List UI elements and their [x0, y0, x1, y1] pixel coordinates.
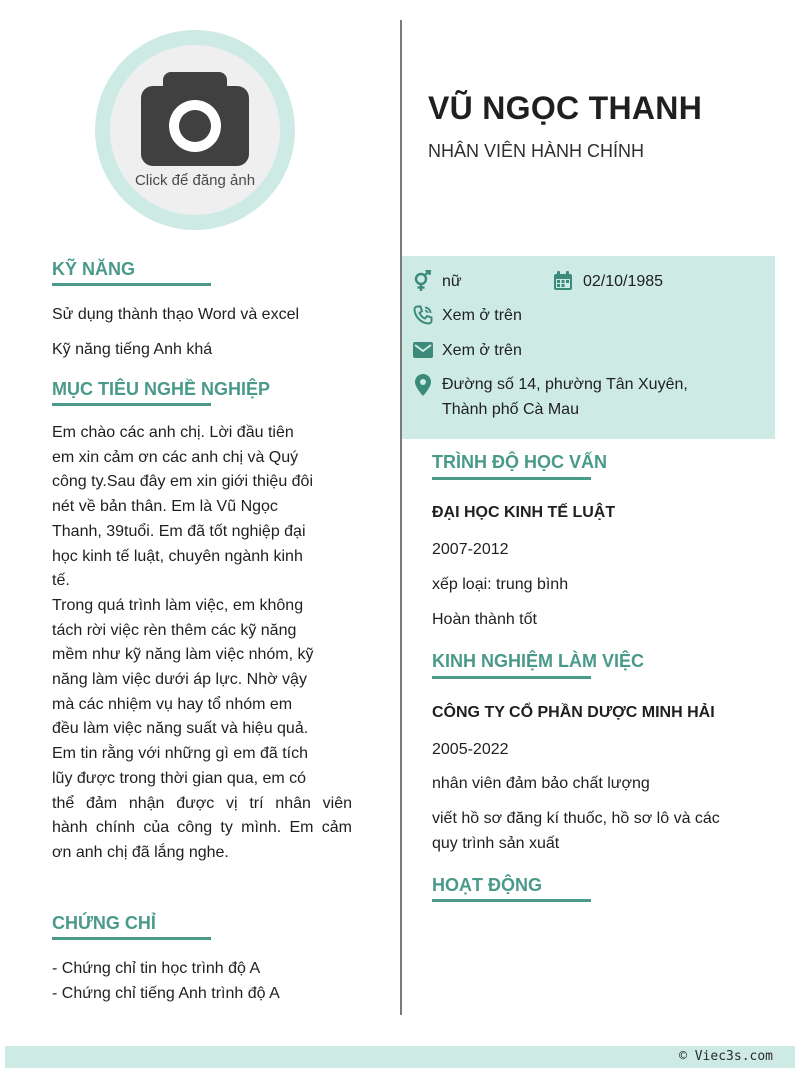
phone-icon: [413, 305, 433, 325]
address-line-2: Thành phố Cà Mau: [442, 401, 579, 418]
footer-watermark: © Viec3s.com: [679, 1049, 773, 1064]
experience-period: 2005-2022: [432, 741, 509, 758]
objective-line: Em chào các anh chị. Lời đầu tiên: [52, 424, 294, 441]
candidate-name: VŨ NGỌC THANH: [428, 90, 703, 126]
objective-line: nét về bản thân. Em là Vũ Ngọc: [52, 498, 278, 516]
job-title: NHÂN VIÊN HÀNH CHÍNH: [428, 141, 645, 161]
camera-icon: [141, 72, 249, 166]
skill-item: Sử dụng thành thạo Word và excel: [52, 306, 300, 323]
objective-line: thể đảm nhận được vị trí nhân viên: [52, 794, 352, 812]
certificate-item: - Chứng chỉ tin học trình độ A: [52, 960, 261, 977]
objective-line: em xin cảm ơn các anh chị và Quý: [52, 448, 299, 466]
experience-company: CÔNG TY CỔ PHẦN DƯỢC MINH HẢI: [432, 704, 715, 721]
objective-line: mà các nhiệm vụ hay tổ nhóm em: [52, 695, 293, 713]
objective-line: Thanh, 39tuổi. Em đã tốt nghiệp đại: [52, 522, 306, 540]
objective-line: đều làm việc năng suất và hiệu quả.: [52, 720, 309, 738]
certificates-heading: CHỨNG CHỈ: [52, 913, 156, 933]
photo-caption: Click để đăng ảnh: [134, 171, 256, 189]
email-icon: [413, 342, 433, 358]
skills-heading: KỸ NĂNG: [52, 259, 136, 279]
skills-underline: [52, 283, 211, 286]
education-underline: [432, 477, 591, 480]
skill-item: Kỹ năng tiếng Anh khá: [52, 341, 213, 358]
objective-underline: [52, 403, 211, 406]
objective-line: ơn anh chị đã lắng nghe.: [52, 843, 229, 861]
experience-heading: KINH NGHIỆM LÀM VIỆC: [432, 651, 645, 671]
education-note: Hoàn thành tốt: [432, 611, 537, 628]
education-heading: TRÌNH ĐỘ HỌC VẤN: [432, 452, 607, 472]
column-divider: [400, 20, 402, 1015]
gender-icon: [413, 270, 433, 292]
objective-heading: MỤC TIÊU NGHỀ NGHIỆP: [52, 379, 271, 399]
objective-line: Em tin rằng với những gì em đã tích: [52, 745, 308, 763]
email-value: Xem ở trên: [442, 342, 522, 359]
experience-role: nhân viên đảm bảo chất lượng: [432, 775, 650, 792]
experience-description: quy trình sản xuất: [432, 835, 560, 852]
certificate-item: - Chứng chỉ tiếng Anh trình độ A: [52, 985, 280, 1002]
objective-line: năng làm việc dưới áp lực. Nhờ vậy: [52, 671, 307, 689]
objective-line: tách rời việc rèn thêm các kỹ năng: [52, 621, 297, 639]
activities-underline: [432, 899, 591, 902]
location-icon: [415, 374, 431, 396]
experience-description: viết hồ sơ đăng kí thuốc, hồ sơ lô và các: [432, 810, 720, 827]
objective-line: mềm như kỹ năng làm việc nhóm, kỹ: [52, 646, 314, 664]
education-period: 2007-2012: [432, 541, 509, 558]
objective-line: tế.: [52, 572, 70, 590]
photo-upload[interactable]: [95, 30, 295, 230]
calendar-icon: [553, 271, 573, 291]
education-grade: xếp loại: trung bình: [432, 576, 569, 593]
birthdate-value: 02/10/1985: [583, 273, 664, 290]
photo-placeholder[interactable]: [110, 45, 280, 215]
objective-line: hành chính của công ty mình. Em cảm: [52, 819, 352, 837]
objective-line: lũy được trong thời gian qua, em có: [52, 769, 307, 787]
activities-heading: HOẠT ĐỘNG: [432, 875, 542, 895]
footer-bar: [5, 1046, 795, 1068]
objective-line: học kinh tế luật, chuyên ngành kinh: [52, 547, 303, 565]
objective-line: Trong quá trình làm việc, em không: [52, 596, 304, 614]
objective-line: công ty.Sau đây em xin giới thiệu đôi: [52, 473, 314, 491]
gender-value: nữ: [442, 273, 462, 290]
education-school: ĐẠI HỌC KINH TẾ LUẬT: [432, 504, 616, 521]
phone-value: Xem ở trên: [442, 307, 522, 324]
certificates-underline: [52, 937, 211, 940]
experience-underline: [432, 676, 591, 679]
address-line-1: Đường số 14, phường Tân Xuyên,: [442, 376, 688, 393]
objective-paragraph: [52, 421, 352, 866]
